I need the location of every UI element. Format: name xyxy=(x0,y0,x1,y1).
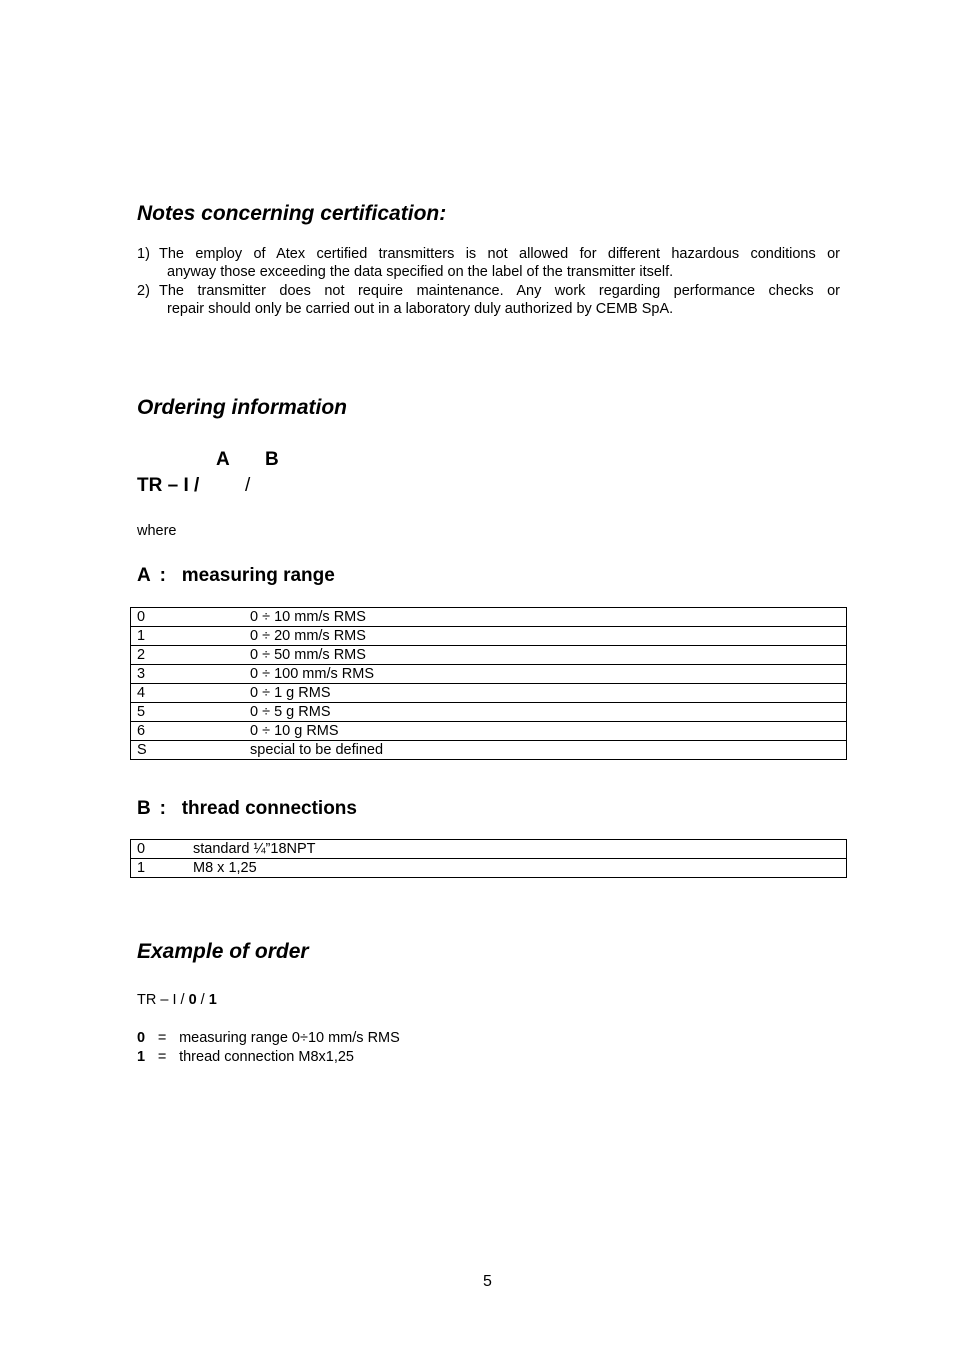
range-table xyxy=(130,607,847,760)
example-code-prefix: TR – I / xyxy=(137,992,189,1008)
range-colon: : xyxy=(159,565,166,586)
row-code: 6 xyxy=(131,722,245,741)
row-code: 0 xyxy=(131,608,245,627)
row-description: 0 ÷ 10 g RMS xyxy=(244,722,847,741)
row-description: M8 x 1,25 xyxy=(187,859,847,878)
note-number: 2) xyxy=(137,283,150,299)
example-equals: = xyxy=(157,1030,167,1046)
example-line-2 xyxy=(137,1048,354,1066)
note-number: 1) xyxy=(137,246,150,262)
thread-letter: B xyxy=(137,798,151,819)
row-description: 0 ÷ 1 g RMS xyxy=(244,684,847,703)
row-code: 1 xyxy=(131,627,245,646)
example-code-b: 1 xyxy=(208,992,217,1008)
example-line-1 xyxy=(137,1029,400,1047)
table-row xyxy=(131,703,847,722)
example-equals: = xyxy=(157,1049,167,1065)
row-code: 4 xyxy=(131,684,245,703)
row-description: standard ¼”18NPT xyxy=(187,840,847,859)
example-text: thread connection M8x1,25 xyxy=(179,1049,354,1065)
row-code: 0 xyxy=(131,840,188,859)
example-text: measuring range 0÷10 mm/s RMS xyxy=(179,1030,400,1046)
thread-title: thread connections xyxy=(181,798,357,819)
ordering-label-a: A xyxy=(216,449,230,470)
example-code-sep: / xyxy=(196,992,209,1008)
table-row xyxy=(131,627,847,646)
note-line-2: repair should only be carried out in a laboratory duly authorized by CEMB SpA. xyxy=(167,301,674,317)
row-description: special to be defined xyxy=(244,741,847,760)
example-code xyxy=(137,991,217,1009)
note-item-2 xyxy=(137,282,840,318)
row-code: 2 xyxy=(131,646,245,665)
note-item-1 xyxy=(137,245,840,281)
table-row xyxy=(131,646,847,665)
table-row xyxy=(131,722,847,741)
thread-heading xyxy=(137,798,357,820)
thread-colon: : xyxy=(159,798,166,819)
page-number: 5 xyxy=(483,1273,492,1290)
row-description: 0 ÷ 5 g RMS xyxy=(244,703,847,722)
table-row xyxy=(131,859,847,878)
row-code: 3 xyxy=(131,665,245,684)
row-description: 0 ÷ 100 mm/s RMS xyxy=(244,665,847,684)
ordering-model-code xyxy=(137,475,199,497)
table-row xyxy=(131,840,847,859)
ordering-heading: Ordering information xyxy=(137,396,347,419)
row-code: S xyxy=(131,741,245,760)
table-row xyxy=(131,684,847,703)
example-key: 1 xyxy=(137,1049,146,1065)
row-description: 0 ÷ 50 mm/s RMS xyxy=(244,646,847,665)
row-code: 1 xyxy=(131,859,188,878)
ordering-slash: / xyxy=(245,475,251,496)
ordering-where: where xyxy=(137,523,177,539)
table-row xyxy=(131,608,847,627)
note-line-2: anyway those exceeding the data specified on the label of the transmitter itself. xyxy=(167,264,674,280)
table-row xyxy=(131,741,847,760)
note-line-1: The employ of Atex certified transmitters is not allowed for different hazardous conditions or xyxy=(159,246,840,262)
table-row xyxy=(131,665,847,684)
range-title: measuring range xyxy=(181,565,335,586)
range-letter: A xyxy=(137,565,151,586)
example-heading: Example of order xyxy=(137,940,309,963)
notes-heading: Notes concerning certification: xyxy=(137,202,447,225)
example-key: 0 xyxy=(137,1030,146,1046)
model-prefix: TR – I / xyxy=(137,475,200,496)
note-line-1: The transmitter does not require maintenance. Any work regarding performance checks or xyxy=(159,283,840,299)
example-code-a: 0 xyxy=(188,992,197,1008)
ordering-label-b: B xyxy=(265,449,279,470)
thread-table xyxy=(130,839,847,878)
row-code: 5 xyxy=(131,703,245,722)
range-heading xyxy=(137,565,335,587)
row-description: 0 ÷ 20 mm/s RMS xyxy=(244,627,847,646)
row-description: 0 ÷ 10 mm/s RMS xyxy=(244,608,847,627)
